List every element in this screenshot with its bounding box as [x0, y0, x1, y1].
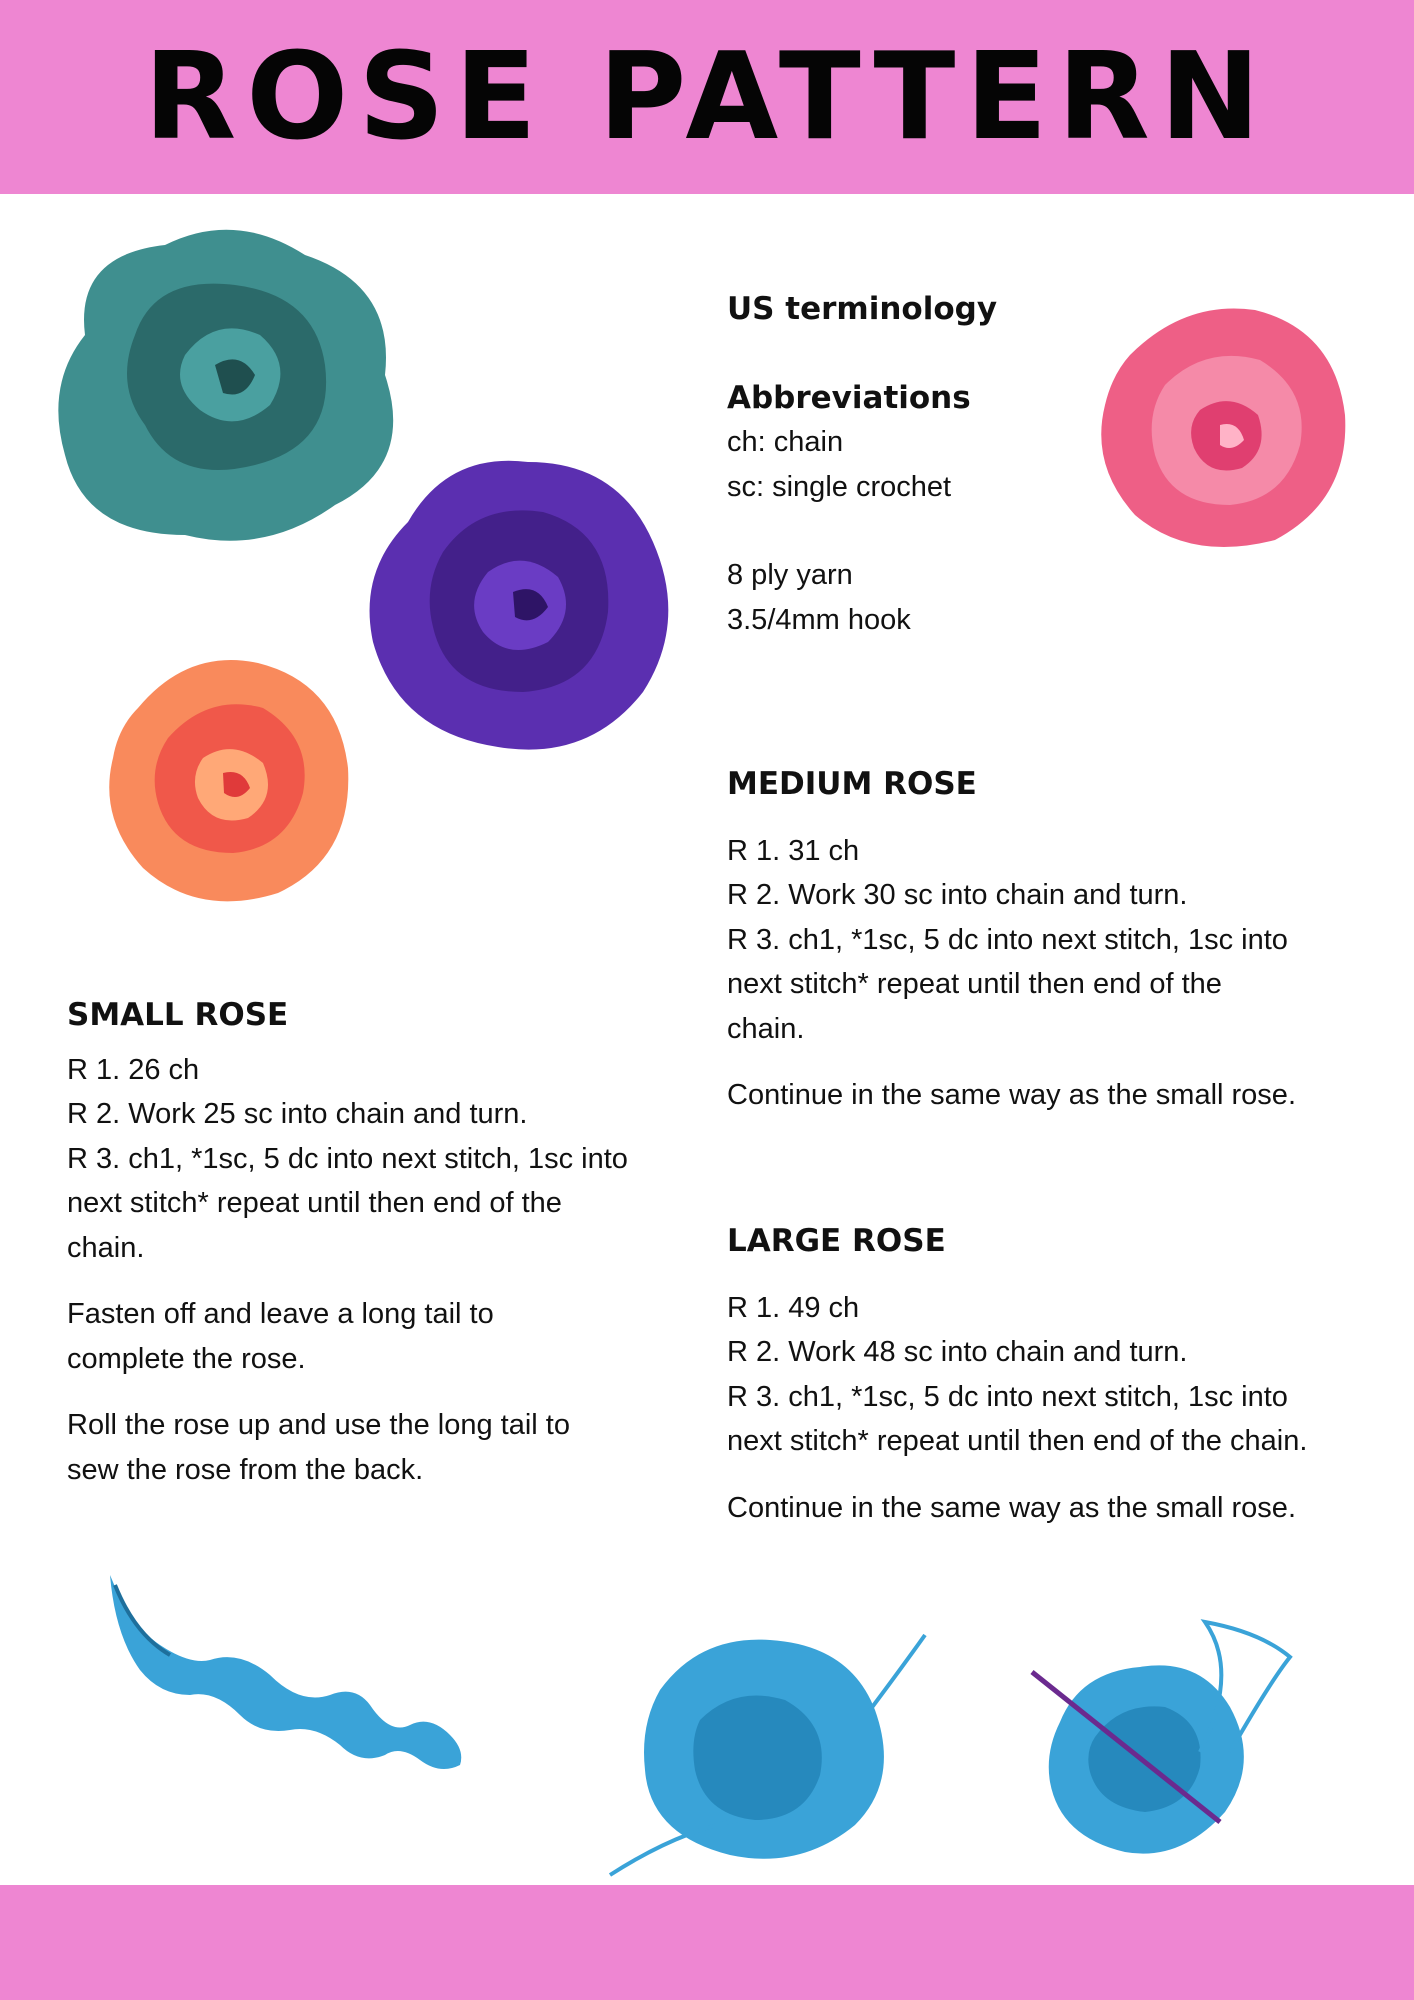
pink-rose-photo [1090, 300, 1350, 558]
pattern-row: chain. [727, 1012, 805, 1045]
pattern-row: R 1. 26 ch [67, 1053, 200, 1086]
pattern-row: R 1. 49 ch [727, 1291, 860, 1324]
pattern-row: next stitch* repeat until then end of the chain. [727, 1425, 1308, 1457]
instruction-line: Roll the rose up and use the long tail to [67, 1409, 570, 1441]
small-rose-section [67, 993, 687, 1492]
instruction-line: sew the rose from the back. [67, 1453, 424, 1486]
large-rose-section [727, 1219, 1407, 1530]
continue-line: Continue in the same way as the small rose. [727, 1491, 1296, 1524]
large-rose-heading: LARGE ROSE [727, 1223, 946, 1259]
materials-item: 3.5/4mm hook [727, 603, 911, 636]
medium-rose-heading: MEDIUM ROSE [727, 766, 977, 802]
purple-rose-photo [358, 442, 680, 762]
sewing-rose-photo [1030, 1612, 1300, 1874]
medium-rose-section [727, 762, 1397, 1118]
pattern-row: R 2. Work 25 sc into chain and turn. [67, 1098, 528, 1130]
pattern-row: R 3. ch1, *1sc, 5 dc into next stitch, 1sc into [67, 1142, 628, 1175]
pattern-row: R 1. 31 ch [727, 834, 860, 867]
pattern-row: next stitch* repeat until then end of the [67, 1187, 562, 1219]
instruction-line: complete the rose. [67, 1342, 306, 1375]
abbreviation-item: ch: chain [727, 426, 844, 458]
pattern-row: R 2. Work 30 sc into chain and turn. [727, 879, 1188, 911]
pattern-row: R 3. ch1, *1sc, 5 dc into next stitch, 1sc into [727, 923, 1288, 956]
abbreviation-item: sc: single crochet [727, 470, 952, 503]
pattern-row: chain. [67, 1231, 145, 1264]
pattern-row: R 3. ch1, *1sc, 5 dc into next stitch, 1sc into [727, 1380, 1288, 1413]
crochet-strip-photo [100, 1565, 480, 1785]
page-title: ROSE PATTERN [143, 27, 1271, 167]
instruction-line: Fasten off and leave a long tail to [67, 1298, 494, 1330]
rolled-rose-photo [600, 1630, 930, 1880]
terminology-label: US terminology [727, 291, 998, 327]
small-rose-heading: SMALL ROSE [67, 997, 289, 1033]
pattern-row: R 2. Work 48 sc into chain and turn. [727, 1336, 1188, 1368]
continue-line: Continue in the same way as the small rose. [727, 1079, 1296, 1111]
orange-rose-photo [98, 648, 353, 910]
footer-band [0, 1885, 1414, 2000]
pattern-row: next stitch* repeat until then end of the [727, 968, 1222, 1000]
materials-item: 8 ply yarn [727, 559, 853, 591]
abbreviations-heading: Abbreviations [727, 379, 971, 416]
info-block [727, 287, 1097, 642]
